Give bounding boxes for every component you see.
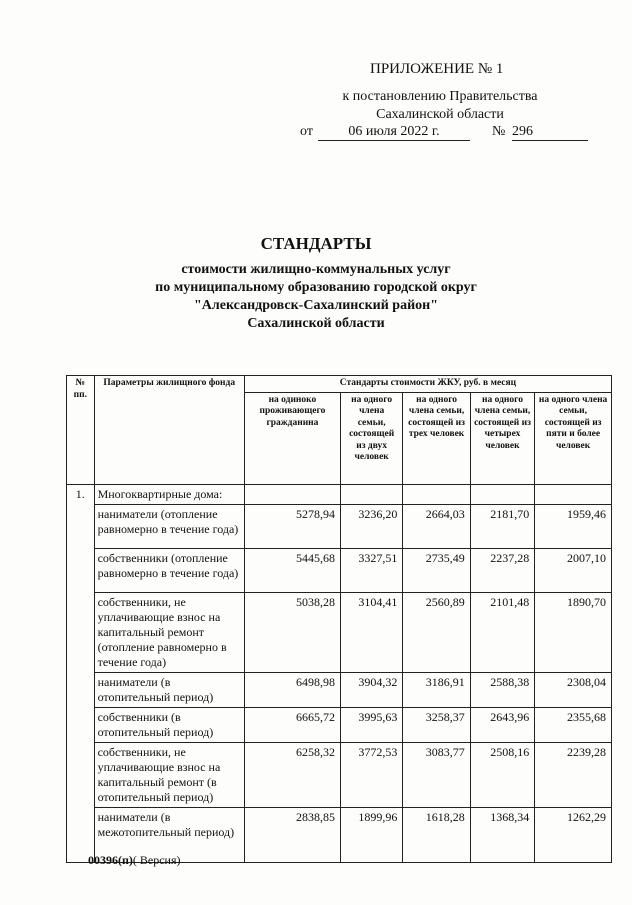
- row-label: наниматели (в отопительный период): [94, 672, 244, 707]
- section-row: [67, 484, 612, 504]
- decree-date: 06 июля 2022 г.: [318, 124, 470, 141]
- value-cell: 2101,48: [470, 592, 534, 672]
- row-label: собственники (в отопительный период): [94, 707, 244, 742]
- decree-number: 296: [512, 124, 588, 141]
- value-cell: 3258,37: [403, 707, 470, 742]
- header-parameters: Параметры жилищного фонда: [94, 376, 244, 485]
- document-code: 00396(п): [88, 853, 133, 867]
- from-label: от: [300, 124, 313, 139]
- section-number: 1.: [67, 484, 95, 862]
- table-row: [67, 592, 612, 672]
- value-cell: 2735,49: [403, 548, 470, 592]
- header-standards-group: Стандарты стоимости ЖКУ, руб. в месяц: [244, 376, 611, 393]
- subtitle-line-1: стоимости жилищно-коммунальных услуг: [181, 262, 451, 277]
- value-cell: 3104,41: [340, 592, 402, 672]
- table-row: [67, 548, 612, 592]
- annex-label: ПРИЛОЖЕНИЕ № 1: [370, 61, 504, 77]
- value-cell: 2838,85: [244, 807, 340, 862]
- value-cell: 2308,04: [535, 672, 612, 707]
- value-cell: 6258,32: [244, 742, 340, 807]
- value-cell: 2181,70: [470, 504, 534, 548]
- value-cell: 3327,51: [340, 548, 402, 592]
- decree-line-1: к постановлению Правительства: [342, 89, 538, 104]
- decree-line-2: Сахалинской области: [376, 107, 504, 122]
- number-label: №: [492, 124, 506, 139]
- subheader-family-5plus: на одного члена семьи, состоящей из пяти и более человек: [535, 392, 612, 484]
- table-row: [67, 707, 612, 742]
- document-version: ( Версия): [132, 853, 181, 867]
- value-cell: 3083,77: [403, 742, 470, 807]
- document-title: СТАНДАРТЫ: [260, 234, 372, 253]
- value-cell: 1959,46: [535, 504, 612, 548]
- value-cell: 2007,10: [535, 548, 612, 592]
- value-cell: 3772,53: [340, 742, 402, 807]
- value-cell: 2237,28: [470, 548, 534, 592]
- subheader-family-2: на одного члена семьи, состоящей из двух человек: [340, 392, 402, 484]
- document-footer: [88, 853, 181, 868]
- value-cell: 6665,72: [244, 707, 340, 742]
- subheader-single: на одиноко проживающего гражданина: [244, 392, 340, 484]
- value-cell: 5445,68: [244, 548, 340, 592]
- value-cell: 3995,63: [340, 707, 402, 742]
- header-number: № пп.: [67, 376, 95, 485]
- value-cell: 5038,28: [244, 592, 340, 672]
- table-row: [67, 742, 612, 807]
- row-label: наниматели (отопление равномерно в течение года): [94, 504, 244, 548]
- decree-reference: [330, 88, 550, 124]
- value-cell: 6498,98: [244, 672, 340, 707]
- subheader-family-4: на одного члена семьи, состоящей из четырех человек: [470, 392, 534, 484]
- value-cell: 2239,28: [535, 742, 612, 807]
- value-cell: 2508,16: [470, 742, 534, 807]
- value-cell: 2355,68: [535, 707, 612, 742]
- row-label: собственники, не уплачивающие взнос на капитальный ремонт (отопление равномерно в течение года): [94, 592, 244, 672]
- value-cell: 3236,20: [340, 504, 402, 548]
- value-cell: 1890,70: [535, 592, 612, 672]
- table-row: [67, 672, 612, 707]
- subtitle-line-2: по муниципальному образованию городской округ: [155, 280, 477, 295]
- decree-dateline: [300, 124, 592, 142]
- value-cell: 1368,34: [470, 807, 534, 862]
- table-row: [67, 504, 612, 548]
- row-label: собственники, не уплачивающие взнос на капитальный ремонт (в отопительный период): [94, 742, 244, 807]
- value-cell: 2560,89: [403, 592, 470, 672]
- section-label: Многоквартирные дома:: [94, 484, 244, 504]
- row-label: наниматели (в межотопительный период): [94, 807, 244, 862]
- table-header-row: [67, 376, 612, 393]
- document-subtitle: [0, 261, 632, 333]
- subtitle-line-3: "Александровск-Сахалинский район": [194, 298, 438, 313]
- value-cell: 1262,29: [535, 807, 612, 862]
- value-cell: 3904,32: [340, 672, 402, 707]
- value-cell: 2664,03: [403, 504, 470, 548]
- value-cell: 1618,28: [403, 807, 470, 862]
- value-cell: 3186,91: [403, 672, 470, 707]
- value-cell: 5278,94: [244, 504, 340, 548]
- value-cell: 1899,96: [340, 807, 402, 862]
- subtitle-line-4: Сахалинской области: [247, 316, 385, 331]
- value-cell: 2588,38: [470, 672, 534, 707]
- standards-table: [66, 375, 612, 863]
- row-label: собственники (отопление равномерно в течение года): [94, 548, 244, 592]
- subheader-family-3: на одного члена семьи, состоящей из трех человек: [403, 392, 470, 484]
- value-cell: 2643,96: [470, 707, 534, 742]
